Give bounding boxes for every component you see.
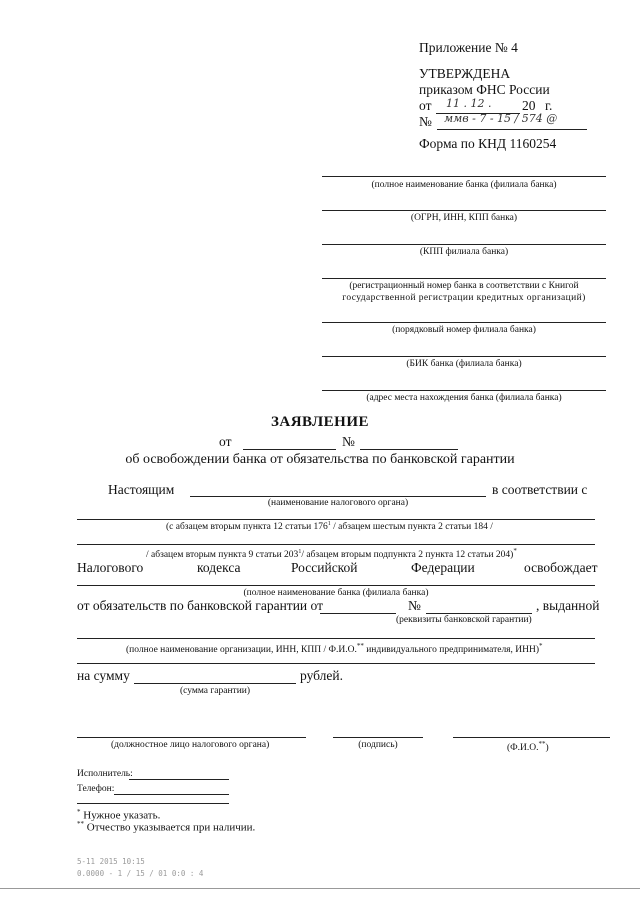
organization-caption-b: индивидуального предпринимателя, ИНН) bbox=[366, 645, 540, 656]
tax-authority-line bbox=[190, 496, 486, 497]
organization-caption-star: * bbox=[539, 642, 543, 650]
amount-prefix: на сумму bbox=[77, 668, 130, 683]
bank-address-line bbox=[322, 390, 606, 391]
title-number-prefix: № bbox=[342, 434, 355, 449]
order-date-handwritten: 11 . 12 . bbox=[446, 97, 492, 110]
appendix-number: Приложение № 4 bbox=[419, 40, 518, 55]
document-title: ЗАЯВЛЕНИЕ bbox=[270, 414, 370, 430]
guarantee-requisites-caption: (реквизиты банковской гарантии) bbox=[396, 615, 532, 625]
fio-caption-close: ) bbox=[545, 743, 549, 754]
article-ref-1a: (с абзацем вторым пункта 12 статьи 176 bbox=[166, 522, 328, 533]
footnote-2-text: Отчество указывается при наличии. bbox=[86, 821, 256, 834]
order-issuer: приказом ФНС России bbox=[419, 82, 550, 97]
fio-line bbox=[453, 737, 610, 738]
order-number-prefix: № bbox=[419, 114, 432, 129]
article-ref-2-sup: 1 bbox=[298, 549, 302, 555]
approved-label: УТВЕРЖДЕНА bbox=[419, 66, 511, 81]
bank-regnum-line bbox=[322, 278, 606, 279]
faint-stamp-2: 0.0000 - 1 / 15 / 01 0:0 : 4 bbox=[77, 869, 204, 878]
article-ref-2b: / абзацем вторым подпункта 2 пункта 12 статьи 204) bbox=[301, 550, 514, 561]
bank-bik-line bbox=[322, 356, 606, 357]
form-code: Форма по КНД 1160254 bbox=[419, 136, 557, 151]
footnote-1-mark: * bbox=[77, 808, 81, 816]
article-reference-2 bbox=[146, 547, 517, 560]
article-reference-1 bbox=[166, 521, 493, 532]
executor-line bbox=[129, 779, 229, 780]
bank-ogrn-caption: (ОГРН, ИНН, КПП банка) bbox=[410, 213, 518, 223]
article-ref-2a: / абзацем вторым пункта 9 статьи 203 bbox=[146, 550, 299, 561]
tax-code-word-3: Российской bbox=[291, 560, 358, 575]
article-ref-2-star: * bbox=[513, 547, 517, 555]
official-caption: (должностное лицо налогового органа) bbox=[111, 740, 270, 750]
article-ref-1b: / абзацем шестым пункта 2 статьи 184 / bbox=[333, 522, 493, 533]
order-date-prefix: от bbox=[419, 98, 432, 113]
bank-ogrn-line bbox=[322, 210, 606, 211]
bank-name-body-line bbox=[77, 585, 595, 586]
obligations-label: от обязательств по банковской гарантии от bbox=[77, 598, 323, 613]
organization-caption-stars: ** bbox=[356, 642, 364, 650]
branch-ordinal-caption: (порядковый номер филиала банка) bbox=[392, 325, 536, 335]
organization-line bbox=[77, 638, 595, 639]
official-line bbox=[77, 737, 306, 738]
signature-line bbox=[333, 737, 423, 738]
phone-line bbox=[114, 794, 229, 795]
footnote-1-text: Нужное указать. bbox=[83, 809, 161, 822]
guarantee-number-line bbox=[426, 613, 532, 614]
phone-label: Телефон: bbox=[77, 784, 115, 794]
guarantee-number-prefix: № bbox=[408, 598, 421, 613]
organization-line-2 bbox=[77, 663, 595, 664]
amount-caption: (сумма гарантии) bbox=[179, 686, 251, 696]
footnote-separator bbox=[77, 803, 229, 804]
tax-code-word-5: освобождает bbox=[524, 560, 598, 575]
executor-label: Исполнитель: bbox=[77, 769, 133, 779]
fio-caption-text: (Ф.И.О. bbox=[507, 743, 539, 754]
bank-name-caption: (полное наименование банка (филиала банка) bbox=[371, 180, 557, 190]
order-number-handwritten: ммв - 7 - 15 / 574 @ bbox=[444, 112, 558, 125]
signature-caption: (подпись) bbox=[358, 740, 398, 750]
organization-caption bbox=[126, 642, 543, 655]
footnote-2-mark: ** bbox=[77, 820, 84, 828]
bank-regnum-caption-2: государственной регистрации кредитных организаций) bbox=[342, 293, 586, 303]
amount-line bbox=[134, 683, 296, 684]
bank-regnum-caption-1: (регистрационный номер банка в соответствии с Книгой bbox=[349, 281, 579, 291]
footnote-2 bbox=[77, 820, 255, 834]
bank-name-body-caption: (полное наименование банка (филиала банка) bbox=[243, 588, 429, 598]
tax-code-word-4: Федерации bbox=[411, 560, 475, 575]
branch-kpp-line bbox=[322, 244, 606, 245]
title-date-prefix: от bbox=[219, 434, 232, 449]
in-accordance-label: в соответствии с bbox=[492, 482, 588, 497]
organization-caption-a: (полное наименование организации, ИНН, КПП / Ф.И.О. bbox=[126, 645, 357, 656]
branch-kpp-caption: (КПП филиала банка) bbox=[419, 247, 509, 257]
title-date-line bbox=[243, 449, 336, 450]
title-number-line bbox=[360, 449, 458, 450]
faint-stamp-1: 5-11 2015 10:15 bbox=[77, 857, 145, 866]
bank-name-line bbox=[322, 176, 606, 177]
document-subject: об освобождении банка от обязательства по банковской гарантии bbox=[125, 452, 515, 467]
order-year-suffix: г. bbox=[545, 98, 553, 113]
tax-authority-caption: (наименование налогового органа) bbox=[267, 498, 409, 508]
guarantee-date-line bbox=[320, 613, 396, 614]
article-line-2 bbox=[77, 544, 595, 545]
page-bottom-edge bbox=[0, 888, 640, 889]
bank-address-caption: (адрес места нахождения банка (филиала банка) bbox=[366, 393, 562, 403]
branch-ordinal-line bbox=[322, 322, 606, 323]
amount-suffix: рублей. bbox=[300, 668, 344, 683]
bank-bik-caption: (БИК банка (филиала банка) bbox=[406, 359, 522, 369]
article-line-1 bbox=[77, 519, 595, 520]
order-number-line bbox=[437, 129, 587, 130]
issued-label: , выданной bbox=[536, 598, 600, 613]
fio-caption bbox=[507, 740, 549, 753]
article-ref-1-sup: 1 bbox=[327, 521, 331, 527]
order-year-prefix: 20 bbox=[522, 98, 536, 113]
tax-code-word-1: Налогового bbox=[77, 560, 144, 575]
tax-code-word-2: кодекса bbox=[197, 560, 241, 575]
hereby-label: Настоящим bbox=[108, 482, 175, 497]
fio-caption-stars: ** bbox=[538, 740, 546, 748]
